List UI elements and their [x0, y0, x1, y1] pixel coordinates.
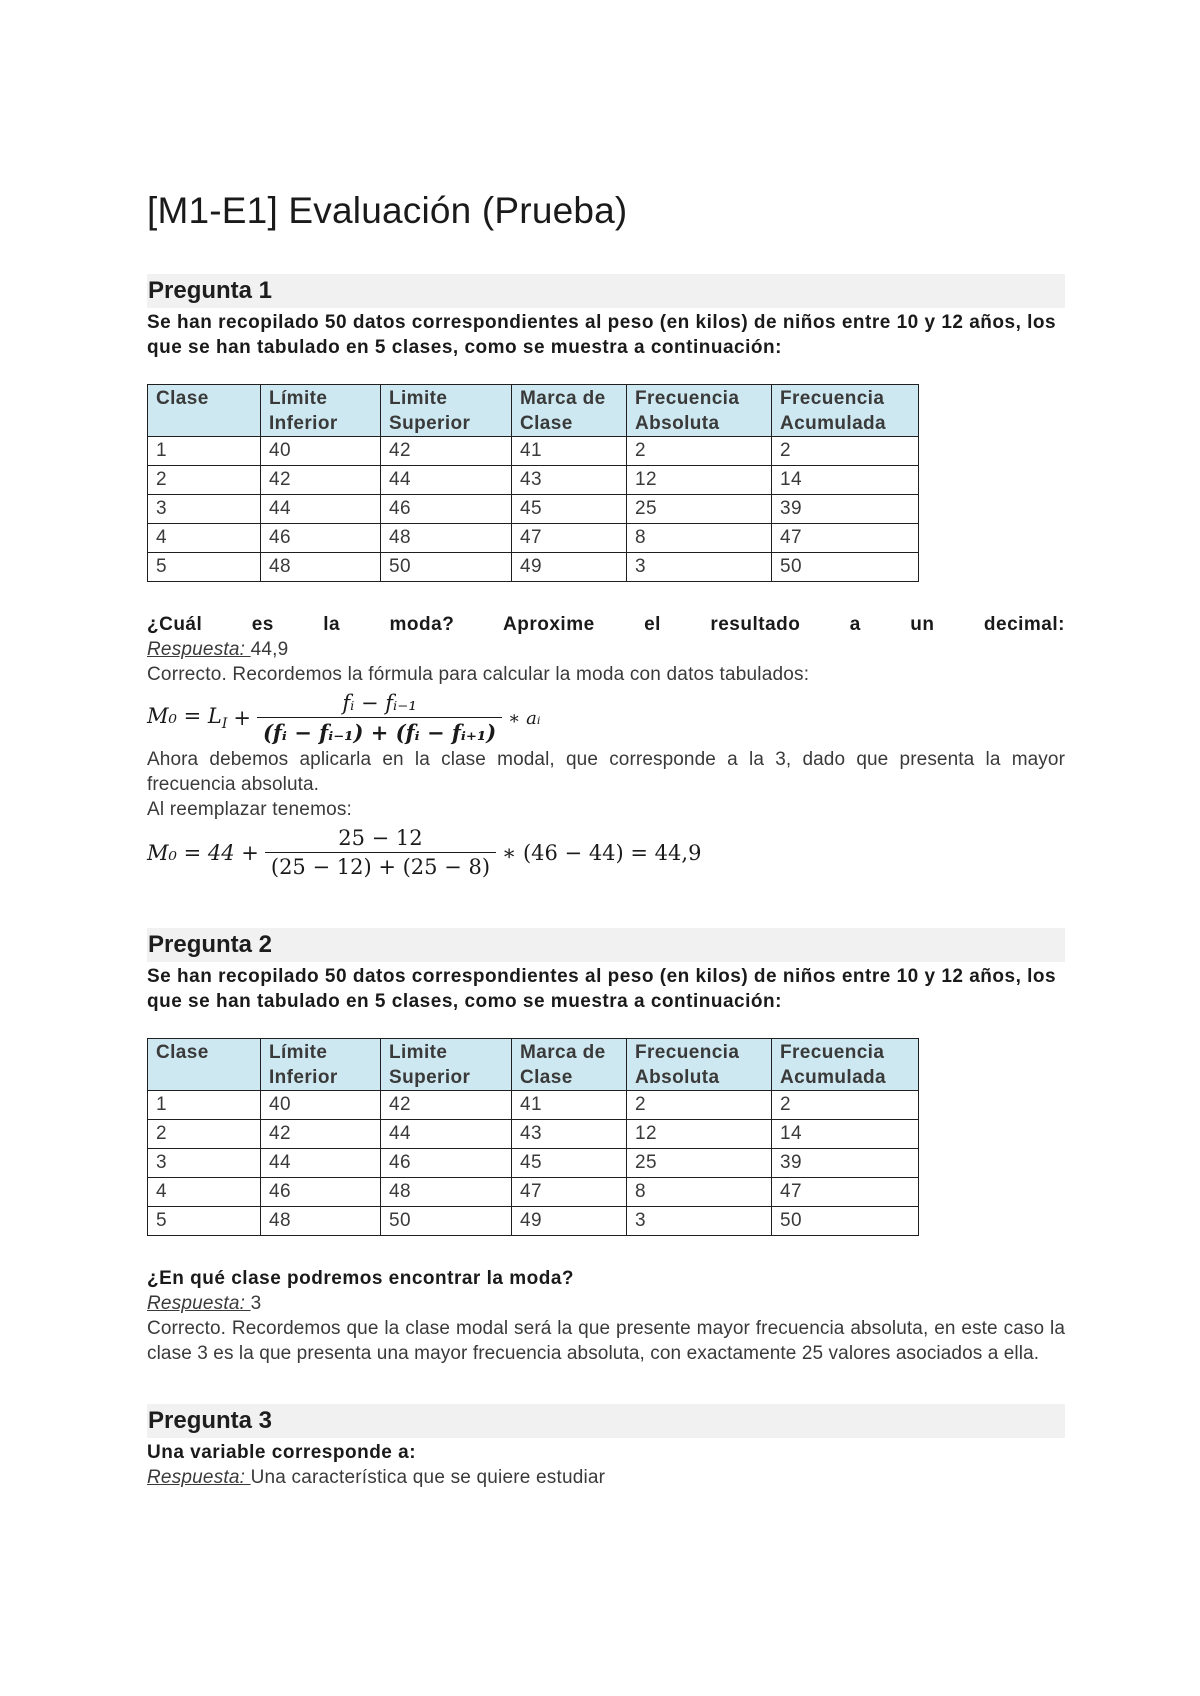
header-line: Inferior: [269, 413, 338, 434]
table-cell: 44: [381, 466, 512, 495]
header-line: Clase: [156, 1042, 209, 1063]
table-header-cell: [512, 1039, 627, 1091]
table-cell: 5: [148, 1207, 261, 1236]
table-cell: 43: [512, 1120, 627, 1149]
question-3-prompt: Una variable corresponde a:: [147, 1442, 417, 1463]
table-cell: 42: [261, 1120, 381, 1149]
table-cell: 25: [627, 1149, 772, 1178]
table-cell: 4: [148, 1178, 261, 1207]
table-cell: 3: [627, 1207, 772, 1236]
table-cell: 44: [381, 1120, 512, 1149]
table-row: [148, 1091, 919, 1120]
table-header-cell: [261, 385, 381, 437]
answer-value: Una característica que se quiere estudiar: [250, 1467, 606, 1488]
document-title: [M1-E1] Evaluación (Prueba): [147, 190, 628, 231]
header-line: Acumulada: [780, 1067, 887, 1088]
header-line: Absoluta: [635, 1067, 720, 1088]
question-1-answer: [147, 637, 1065, 662]
table-cell: 1: [148, 1091, 261, 1120]
table-header-cell: [148, 1039, 261, 1091]
table-cell: 2: [772, 437, 919, 466]
applied-tail: ∗ (46 − 44) = 44,9: [502, 840, 702, 865]
table-cell: 2: [627, 1091, 772, 1120]
question-2-statement: Se han recopilado 50 datos correspondientes al peso (en kilos) de niños entre 10 y 12 años, los que se han tabulado en 5 clases, como se muestra a continuación:: [147, 966, 1057, 1012]
question-3: [147, 1404, 1065, 1490]
header-line: Frecuencia: [635, 388, 740, 409]
table-header-cell: [772, 1039, 919, 1091]
header-line: Clase: [520, 1067, 573, 1088]
header-line: Clase: [520, 413, 573, 434]
table-row: [148, 553, 919, 582]
table-cell: 48: [381, 1178, 512, 1207]
formula-lhs: $M_0 = L_I$: [147, 703, 228, 733]
table-row: [148, 495, 919, 524]
question-2-answer: [147, 1291, 1065, 1316]
table-row: [148, 466, 919, 495]
question-1-substitution-intro: Al reemplazar tenemos:: [147, 799, 353, 820]
table-cell: 14: [772, 1120, 919, 1149]
table-header-cell: [627, 385, 772, 437]
table-cell: 44: [261, 495, 381, 524]
table-cell: 50: [772, 1207, 919, 1236]
table-cell: 50: [381, 553, 512, 582]
table-header-cell: [627, 1039, 772, 1091]
table-header-row: [148, 385, 919, 437]
question-1-prompt: ¿Cuál es la moda? Aproxime el resultado a un decimal:: [147, 614, 1065, 635]
header-line: Limite: [389, 1042, 448, 1063]
question-1-explanation: Ahora debemos aplicarla en la clase modal, que corresponde a la 3, dado que presenta la mayor frecuencia absoluta.: [147, 749, 1065, 795]
table-header-cell: [772, 385, 919, 437]
table-cell: 2: [148, 466, 261, 495]
question-2: [147, 928, 1065, 1366]
table-cell: 3: [148, 1149, 261, 1178]
answer-value: 44,9: [250, 639, 289, 660]
question-1-feedback: Correcto. Recordemos la fórmula para calcular la moda con datos tabulados:: [147, 664, 810, 685]
table-cell: 47: [772, 524, 919, 553]
table-cell: 46: [381, 1149, 512, 1178]
applied-denominator: (25 − 12) + (25 − 8): [265, 852, 496, 879]
question-1-heading: Pregunta 1: [147, 274, 1065, 308]
header-line: Marca de: [520, 388, 606, 409]
table-cell: 12: [627, 466, 772, 495]
frequency-table: [147, 1038, 919, 1236]
spacer: [147, 881, 1065, 928]
applied-numerator: 25 − 12: [338, 826, 423, 850]
header-line: Frecuencia: [780, 388, 885, 409]
table-cell: 40: [261, 437, 381, 466]
header-line: Absoluta: [635, 413, 720, 434]
table-cell: 2: [627, 437, 772, 466]
header-line: Limite: [389, 388, 448, 409]
answer-label: Respuesta:: [147, 639, 251, 660]
answer-value: 3: [250, 1293, 262, 1314]
header-line: Acumulada: [780, 413, 887, 434]
table-cell: 42: [381, 1091, 512, 1120]
table-header-cell: [381, 1039, 512, 1091]
table-cell: 8: [627, 1178, 772, 1207]
answer-label: Respuesta:: [147, 1293, 251, 1314]
table-cell: 41: [512, 437, 627, 466]
table-cell: 5: [148, 553, 261, 582]
table-row: [148, 1149, 919, 1178]
table-cell: 2: [148, 1120, 261, 1149]
table-cell: 45: [512, 495, 627, 524]
table-cell: 43: [512, 466, 627, 495]
table-cell: 50: [772, 553, 919, 582]
question-2-feedback: Correcto. Recordemos que la clase modal será la que presente mayor frecuencia absoluta, en este caso la clase 3 es la que presenta una mayor frecuencia absoluta, con exactamente 25 valores asociados a ella.: [147, 1318, 1065, 1364]
table-header-cell: [148, 385, 261, 437]
table-cell: 3: [148, 495, 261, 524]
table-cell: 44: [261, 1149, 381, 1178]
header-line: Frecuencia: [635, 1042, 740, 1063]
table-cell: 4: [148, 524, 261, 553]
table-header-row: [148, 1039, 919, 1091]
header-line: Frecuencia: [780, 1042, 885, 1063]
header-line: Inferior: [269, 1067, 338, 1088]
question-1: [147, 274, 1065, 879]
document-content: [147, 190, 1065, 1490]
question-3-answer: [147, 1465, 1065, 1490]
table-cell: 48: [261, 1207, 381, 1236]
question-1-statement: Se han recopilado 50 datos correspondientes al peso (en kilos) de niños entre 10 y 12 años, los que se han tabulado en 5 clases, como se muestra a continuación:: [147, 312, 1057, 358]
table-row: [148, 1178, 919, 1207]
header-line: Clase: [156, 388, 209, 409]
table-cell: 45: [512, 1149, 627, 1178]
table-cell: 39: [772, 495, 919, 524]
header-line: [156, 1065, 252, 1090]
table-cell: 47: [512, 1178, 627, 1207]
table-row: [148, 1207, 919, 1236]
mode-formula-applied: [147, 826, 1065, 879]
header-line: Límite: [269, 1042, 328, 1063]
table-cell: 2: [772, 1091, 919, 1120]
table-cell: 46: [261, 1178, 381, 1207]
table-row: [148, 524, 919, 553]
header-line: Marca de: [520, 1042, 606, 1063]
applied-fraction: [265, 826, 496, 879]
frequency-table: [147, 384, 919, 582]
table-cell: 39: [772, 1149, 919, 1178]
table-cell: 47: [772, 1178, 919, 1207]
table-row: [148, 437, 919, 466]
formula-fraction: [257, 691, 502, 745]
applied-lhs: M₀ = 44 +: [147, 840, 259, 865]
table-cell: 46: [261, 524, 381, 553]
table-cell: 25: [627, 495, 772, 524]
answer-label: Respuesta:: [147, 1467, 251, 1488]
table-cell: 49: [512, 553, 627, 582]
table-header-cell: [261, 1039, 381, 1091]
table-cell: 48: [381, 524, 512, 553]
table-cell: 12: [627, 1120, 772, 1149]
formula-plus: +: [233, 706, 251, 730]
question-2-heading: Pregunta 2: [147, 928, 1065, 962]
header-line: Límite: [269, 388, 328, 409]
table-cell: 3: [627, 553, 772, 582]
table-row: [148, 1120, 919, 1149]
table-cell: 40: [261, 1091, 381, 1120]
question-2-prompt: ¿En qué clase podremos encontrar la moda?: [147, 1268, 574, 1289]
table-cell: 48: [261, 553, 381, 582]
table-header-cell: [512, 385, 627, 437]
table-cell: 14: [772, 466, 919, 495]
table-cell: 49: [512, 1207, 627, 1236]
table-cell: 42: [381, 437, 512, 466]
formula-denominator: (fᵢ − fᵢ₋₁) + (fᵢ − fᵢ₊₁): [257, 717, 502, 745]
table-cell: 46: [381, 495, 512, 524]
question-3-heading: Pregunta 3: [147, 1404, 1065, 1438]
formula-tail: ∗ aᵢ: [508, 707, 541, 729]
table-cell: 50: [381, 1207, 512, 1236]
table-cell: 8: [627, 524, 772, 553]
mode-formula-general: [147, 691, 1065, 745]
header-line: [156, 411, 252, 436]
header-line: Superior: [389, 1067, 471, 1088]
formula-numerator: fᵢ − fᵢ₋₁: [342, 691, 417, 715]
table-cell: 47: [512, 524, 627, 553]
table-cell: 41: [512, 1091, 627, 1120]
spacer: [147, 1366, 1065, 1404]
table-cell: 42: [261, 466, 381, 495]
header-line: Superior: [389, 413, 471, 434]
table-header-cell: [381, 385, 512, 437]
table-cell: 1: [148, 437, 261, 466]
